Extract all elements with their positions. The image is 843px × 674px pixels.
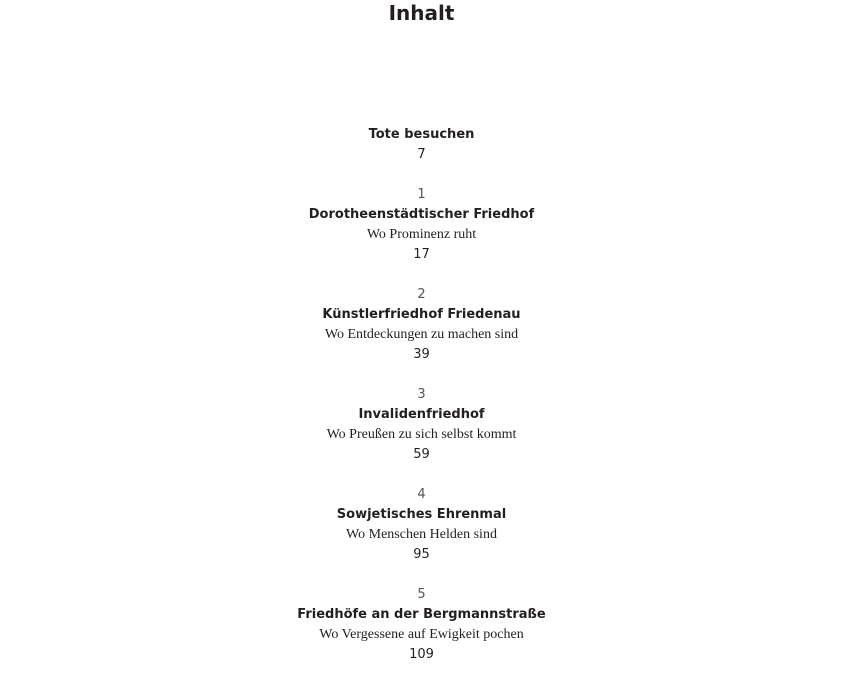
toc-entry-title: Invalidenfriedhof — [358, 407, 485, 422]
toc-entry-title: Tote besuchen — [368, 127, 475, 142]
toc-entry-page-number: 109 — [409, 647, 434, 662]
toc-entry-title: Sowjetisches Ehrenmal — [336, 507, 507, 522]
toc-entry-subtitle: Wo Vergessene auf Ewigkeit pochen — [319, 627, 524, 642]
toc-entry-page-number: 39 — [413, 347, 430, 362]
toc-entry-subtitle: Wo Menschen Helden sind — [346, 527, 497, 542]
toc-entry-title: Künstlerfriedhof Friedenau — [322, 307, 521, 322]
toc-entry-chapter-number: 5 — [417, 587, 426, 602]
toc-entry-page-number: 59 — [413, 447, 430, 462]
table-of-contents — [0, 125, 843, 665]
toc-entry-chapter-number: 4 — [417, 487, 426, 502]
toc-entry-subtitle: Wo Preußen zu sich selbst kommt — [326, 427, 517, 442]
toc-entry-chapter-1 — [0, 185, 843, 265]
toc-entry-chapter-5 — [0, 585, 843, 665]
toc-entry-subtitle: Wo Prominenz ruht — [366, 227, 477, 242]
toc-entry-chapter-2 — [0, 285, 843, 365]
toc-entry-page-number: 7 — [417, 147, 426, 162]
toc-entry-title: Friedhöfe an der Bergmannstraße — [297, 607, 546, 622]
toc-entry-chapter-number: 2 — [417, 287, 426, 302]
toc-entry-page-number: 95 — [413, 547, 430, 562]
toc-entry-chapter-number: 1 — [417, 187, 426, 202]
toc-entry-chapter-4 — [0, 485, 843, 565]
toc-entry-chapter-3 — [0, 385, 843, 465]
toc-entry-title: Dorotheenstädtischer Friedhof — [308, 207, 535, 222]
page-title: Inhalt — [388, 1, 455, 25]
toc-entry-subtitle: Wo Entdeckungen zu machen sind — [324, 327, 519, 342]
toc-entry-intro — [0, 125, 843, 165]
toc-entry-chapter-number: 3 — [417, 387, 426, 402]
toc-entry-page-number: 17 — [413, 247, 430, 262]
